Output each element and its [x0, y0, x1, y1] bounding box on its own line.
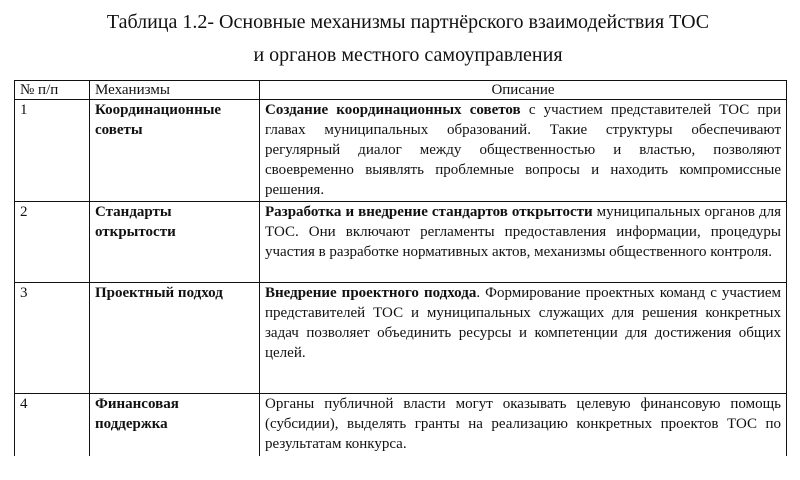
- row-number: 1: [15, 100, 90, 202]
- description-lead: Создание координационных советов: [265, 102, 521, 118]
- mechanism-description: [260, 283, 787, 394]
- mechanism-name: Проектный подход: [90, 283, 260, 394]
- row-number: 2: [15, 202, 90, 283]
- table-row: [15, 202, 787, 283]
- table-row: [15, 283, 787, 394]
- mechanism-description: [260, 202, 787, 283]
- header-num: № п/п: [15, 81, 90, 100]
- mechanism-description: [260, 394, 787, 457]
- table-caption-line-1: Таблица 1.2- Основные механизмы партнёрского взаимодействия ТОС: [106, 11, 710, 33]
- description-text: с участием представителей ТОС при главах муниципальных образований. Такие структуры обеспечивают регулярный диалог между общественностью и властью, позволяют своевременно выявлять проблемные вопросы и находить компромиссные решения.: [265, 102, 781, 198]
- table-row: [15, 100, 787, 202]
- table-header-row: [15, 81, 787, 100]
- description-text: муниципальных органов для ТОС. Они включают регламенты предоставления информации, процедуры участия в разработке нормативных актов, механизмы общественного контроля.: [265, 204, 781, 260]
- mechanisms-table: [14, 80, 787, 456]
- header-description: Описание: [260, 81, 787, 100]
- mechanism-name: Стандарты открытости: [90, 202, 260, 283]
- row-number: 3: [15, 283, 90, 394]
- mechanism-name: Координационные советы: [90, 100, 260, 202]
- row-number: 4: [15, 394, 90, 457]
- mechanism-name: Финансовая поддержка: [90, 394, 260, 457]
- header-mechanism: Механизмы: [90, 81, 260, 100]
- table-caption-line-2: и органов местного самоуправления: [253, 44, 563, 66]
- table-row: [15, 394, 787, 457]
- description-lead: Разработка и внедрение стандартов открытости: [265, 204, 593, 220]
- mechanism-description: [260, 100, 787, 202]
- description-text: Органы публичной власти могут оказывать целевую финансовую помощь (субсидии), выделять гранты на реализацию конкретных проектов ТОС по результатам конкурса.: [265, 396, 781, 452]
- description-lead: Внедрение проектного подхода: [265, 285, 477, 301]
- description-text: . Формирование проектных команд с участием представителей ТОС и муниципальных служащих для решения конкретных задач позволяет объединить ресурсы и компетенции для достижения общих целей.: [265, 285, 781, 361]
